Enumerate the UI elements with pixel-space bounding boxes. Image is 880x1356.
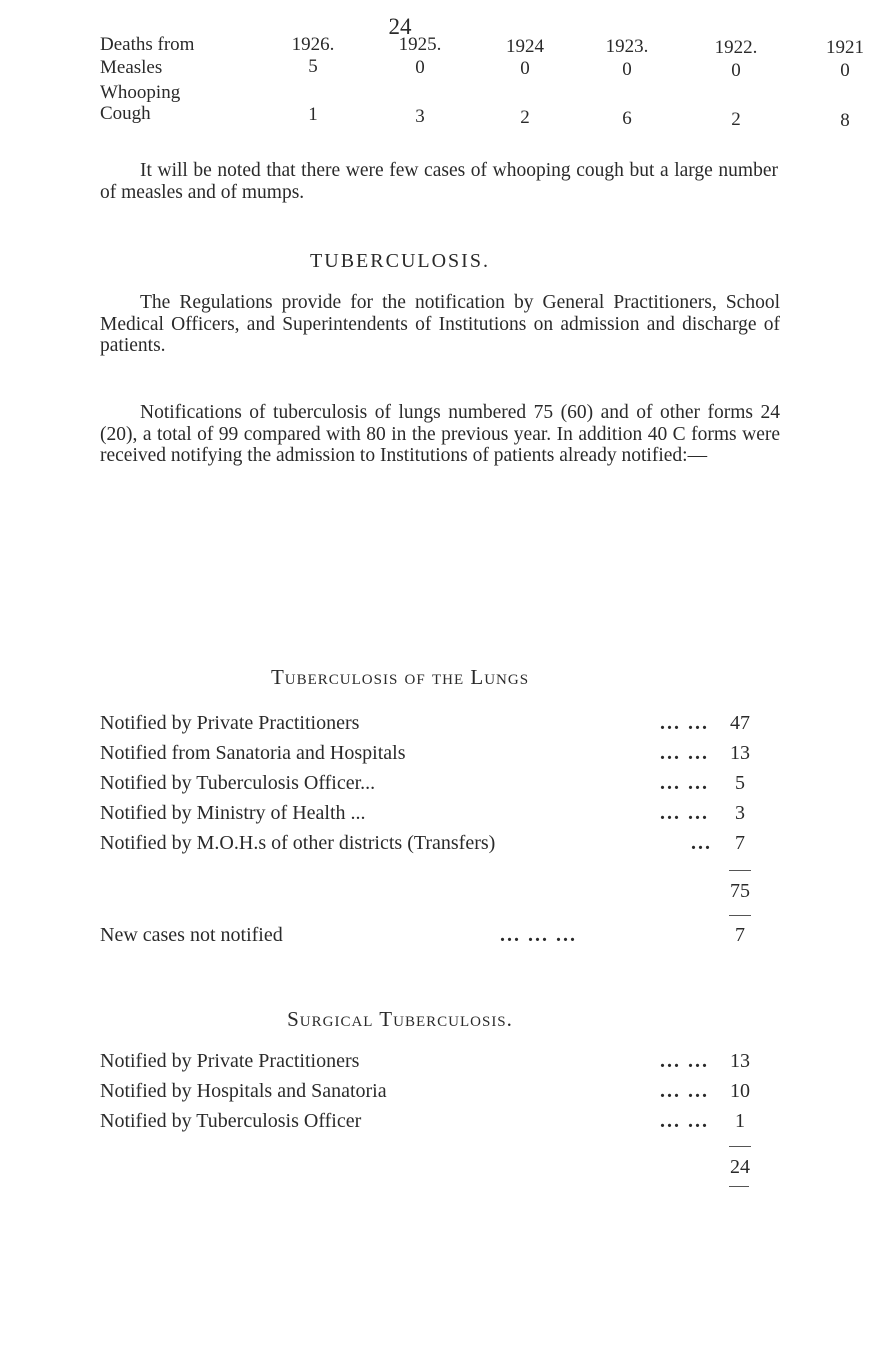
sum-rule (729, 1186, 749, 1187)
item-label: Notified by Tuberculosis Officer (100, 1110, 362, 1132)
lungs-list (100, 708, 780, 998)
table-cell: 1 (308, 104, 318, 125)
leader-dots: ... ... (660, 772, 709, 794)
leader-dots: ... ... (660, 1050, 709, 1072)
item-value: 1 (735, 1110, 745, 1132)
leader-dots: ... ... (660, 1080, 709, 1102)
item-label: Notified by Ministry of Health ... (100, 802, 366, 824)
sum-rule (729, 1146, 751, 1147)
sum-rule (729, 915, 751, 916)
note-text: It will be noted that there were few cases of whooping cough but a large number of measles and of mumps. (100, 160, 778, 203)
list-item (100, 798, 745, 828)
page-number: 24 (388, 14, 412, 39)
list-item (100, 738, 750, 768)
lungs-heading: Tuberculosis of the Lungs (270, 665, 530, 689)
table-cell: 2 (731, 109, 741, 130)
surgical-list (100, 1046, 780, 1176)
list-item (100, 828, 745, 858)
notifications-text: Notifications of tuberculosis of lungs numbered 75 (60) and of other forms 24 (20), a total of 99 compared with 80 in the previous year. In addition 40 C forms were received notifying the admission to Institutions of patients already notified:— (100, 402, 780, 466)
note-paragraph (100, 160, 778, 203)
table-cell: 0 (840, 60, 850, 81)
sum-rule (729, 870, 751, 871)
leader-dots: ... ... (660, 1110, 709, 1132)
regulations-text: The Regulations provide for the notification by General Practitioners, School Medical Officers, and Superintendents of Institutions on admission and discharge of patients. (100, 292, 780, 356)
list-item (100, 708, 750, 738)
table-cell: 2 (520, 107, 530, 128)
year-header: 1921 (826, 37, 864, 58)
item-label: Notified by M.O.H.s of other districts (Transfers) (100, 832, 496, 854)
list-item (100, 1106, 745, 1136)
regulations-paragraph (100, 292, 780, 357)
year-header: 1926. (291, 34, 335, 55)
year-header: 1922. (714, 37, 758, 58)
deaths-table (100, 34, 864, 144)
item-value: 10 (730, 1080, 750, 1102)
item-value: 13 (730, 1050, 750, 1072)
not-notified-value: 7 (735, 924, 745, 946)
not-notified-label: New cases not notified (100, 924, 283, 946)
item-value: 7 (735, 832, 745, 854)
table-cell: 0 (520, 58, 530, 79)
leader-dots: ... ... (660, 802, 709, 824)
row-label-cough: Cough (100, 103, 151, 124)
not-notified-row (100, 920, 745, 950)
leader-dots: ... ... ... (500, 924, 577, 946)
list-item (100, 1046, 750, 1076)
year-header: 1925. (398, 34, 442, 55)
list-item (100, 768, 745, 798)
table-cell: 8 (840, 110, 850, 131)
leader-dots: ... ... (660, 742, 709, 764)
lungs-total: 75 (730, 880, 750, 902)
item-value: 3 (735, 802, 745, 824)
table-cell: 0 (731, 60, 741, 81)
year-header: 1924 (506, 36, 544, 57)
row-label-whooping: Whooping (100, 82, 181, 103)
table-cell: 5 (308, 56, 318, 77)
leader-dots: ... ... (660, 712, 709, 734)
list-item (100, 1076, 750, 1106)
row-label-measles: Measles (100, 57, 163, 78)
surgical-heading: Surgical Tuberculosis. (287, 1007, 513, 1031)
item-value: 13 (730, 742, 750, 764)
item-label: Notified from Sanatoria and Hospitals (100, 742, 406, 764)
item-value: 47 (730, 712, 750, 734)
item-label: Notified by Private Practitioners (100, 1050, 360, 1072)
tuberculosis-heading: TUBERCULOSIS. (310, 250, 490, 272)
table-cell: 6 (622, 108, 632, 129)
table-cell: 0 (415, 57, 425, 78)
item-label: Notified by Tuberculosis Officer... (100, 772, 376, 794)
notifications-paragraph (100, 402, 780, 467)
deaths-header-label: Deaths from (100, 34, 195, 55)
year-header: 1923. (605, 36, 649, 57)
table-cell: 3 (415, 106, 425, 127)
surgical-total: 24 (730, 1156, 750, 1178)
item-label: Notified by Hospitals and Sanatoria (100, 1080, 387, 1102)
leader-dots: ... (691, 832, 712, 854)
table-cell: 0 (622, 59, 632, 80)
item-value: 5 (735, 772, 745, 794)
item-label: Notified by Private Practitioners (100, 712, 360, 734)
